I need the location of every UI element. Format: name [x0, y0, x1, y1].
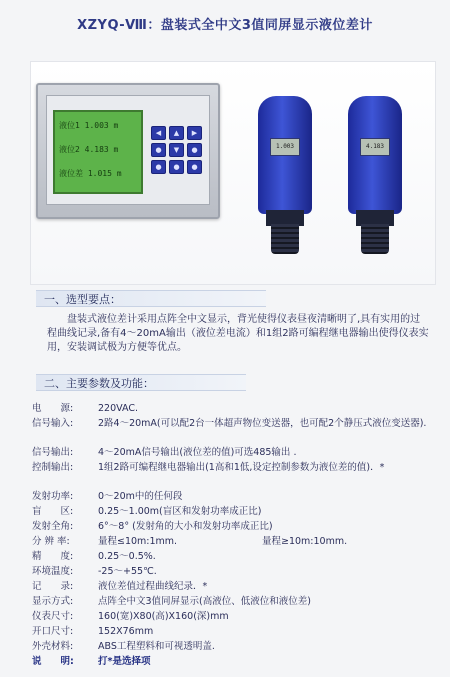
param-value: 160(宽)X80(高)X160(深)mm — [98, 611, 229, 622]
lcd-screen — [53, 110, 143, 194]
param-value: ABS工程塑料和可视透明盖. — [98, 641, 215, 652]
param-label: 盲 区: — [32, 506, 74, 517]
page-title: XZYQ-Ⅷ：盘装式全中文3值同屏显示液位差计 — [77, 18, 373, 33]
param-value-secondary: 量程≥10m:10mm. — [262, 536, 348, 547]
param-label: 发射功率: — [32, 491, 74, 502]
lcd-line: 液位差 1.015 m — [59, 169, 122, 178]
param-value: 2路4～20mA(可以配2台一体超声物位变送器，也可配2个静压式液位变送器). — [98, 418, 427, 429]
param-label: 发射全角: — [32, 521, 74, 532]
section-heading-parameters: 二、主要参数及功能： — [36, 374, 246, 391]
param-label: 信号输入: — [32, 418, 74, 429]
key-button: ◀ — [151, 126, 166, 140]
param-value: 0.25～0.5%. — [98, 551, 156, 562]
key-button: ● — [187, 143, 202, 157]
lcd-line: 液位1 1.003 m — [59, 121, 119, 130]
param-label: 电 源: — [32, 403, 74, 414]
param-value: 量程≤10m:1mm. — [98, 536, 178, 547]
keypad — [151, 126, 201, 174]
key-button: ● — [169, 160, 184, 174]
key-button: ● — [187, 160, 202, 174]
key-button: ● — [151, 160, 166, 174]
param-label: 精 度: — [32, 551, 74, 562]
section-heading-selection: 一、选型要点： — [36, 290, 266, 307]
param-label: 开口尺寸: — [32, 626, 74, 637]
param-value: -25～+55℃. — [98, 566, 157, 577]
param-value: 液位差值过程曲线纪录．* — [98, 581, 208, 592]
param-label: 仪表尺寸: — [32, 611, 74, 622]
param-value: 220VAC. — [98, 403, 139, 414]
param-label: 记 录: — [32, 581, 74, 592]
param-label: 显示方式: — [32, 596, 74, 607]
param-value: 点阵全中文3值同屏显示(高液位、低液位和液位差) — [98, 596, 311, 607]
param-value: 0.25～1.00m(盲区和发射功率成正比) — [98, 506, 262, 517]
param-value: 打*是选择项 — [98, 656, 151, 667]
param-label: 信号输出: — [32, 447, 74, 458]
sensor-display: 4.183 — [360, 138, 390, 156]
key-button: ● — [151, 143, 166, 157]
panel-controller-image — [36, 83, 220, 219]
key-button: ▶ — [187, 126, 202, 140]
param-label: 外壳材料: — [32, 641, 74, 652]
param-value: 6°～8° (发射角的大小和发射功率成正比) — [98, 521, 273, 532]
sensor-display: 1.003 — [270, 138, 300, 156]
key-button: ▼ — [169, 143, 184, 157]
param-value: 0～20m中的任何段 — [98, 491, 183, 502]
param-label: 环境温度: — [32, 566, 74, 577]
lcd-line: 液位2 4.183 m — [59, 145, 119, 154]
param-label: 分 辨 率: — [32, 536, 70, 547]
selection-paragraph: 盘装式液位差计采用点阵全中文显示，背光使得仪表昼夜清晰明了,具有实用的过程曲线记录,备有4～20mA输出（液位差电流）和1组2路可编程继电器输出使得仪表实用，安装调试极为方便等优点。 — [47, 314, 429, 353]
param-label: 说 明: — [32, 656, 74, 667]
param-value: 1组2路可编程继电器输出(1高和1低,设定控制参数为液位差的值)．* — [98, 462, 385, 473]
param-value: 4～20mA信号输出(液位差的值)可选485输出 . — [98, 447, 297, 458]
param-label: 控制输出: — [32, 462, 74, 473]
param-value: 152X76mm — [98, 626, 154, 637]
key-button: ▲ — [169, 126, 184, 140]
